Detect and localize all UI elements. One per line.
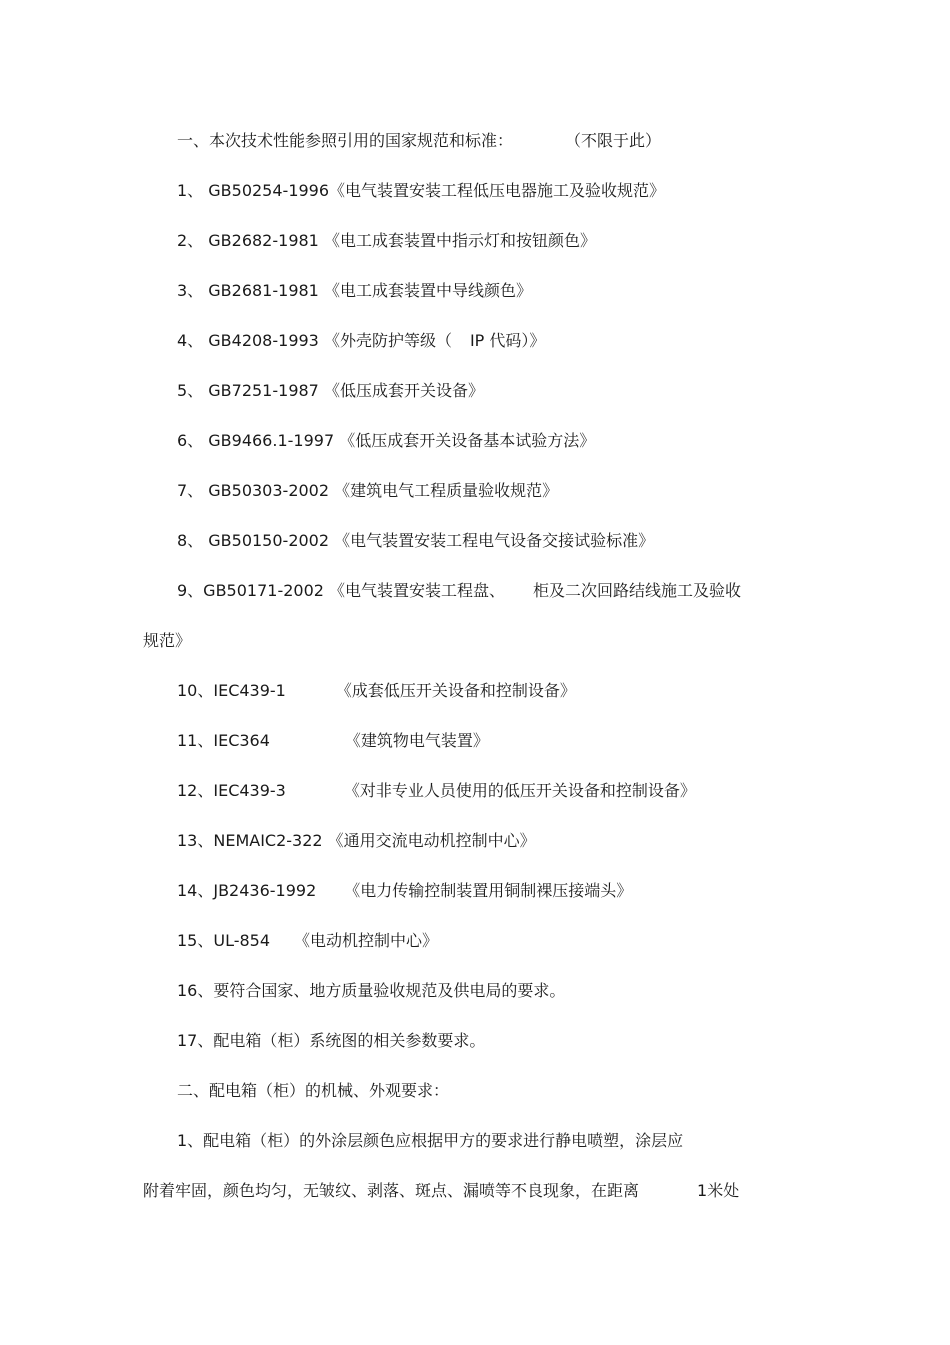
text-segment: 1米处 <box>697 1181 740 1200</box>
text-segment: 《成套低压开关设备和控制设备》 <box>335 681 576 700</box>
text-segment: 11、IEC364 <box>177 731 270 750</box>
text-segment: 7、 GB50303-2002 《建筑电气工程质量验收规范》 <box>177 481 559 500</box>
section-heading-mechanical <box>177 1080 449 1102</box>
text-segment: 15、UL-854 <box>177 931 271 950</box>
standard-item-10 <box>177 680 576 702</box>
text-segment: 二、配电箱（柜）的机械、外观要求： <box>177 1081 450 1100</box>
section-heading-standards <box>177 130 661 152</box>
text-segment: 16、要符合国家、地方质量验收规范及供电局的要求。 <box>177 981 566 1000</box>
standard-item-7 <box>177 480 558 502</box>
text-segment: 《电力传输控制装置用铜制裸压接端头》 <box>344 881 633 900</box>
standard-item-14 <box>177 880 632 902</box>
text-segment: 14、JB2436-1992 <box>177 881 317 900</box>
standard-item-11 <box>177 730 489 752</box>
text-segment: 《建筑物电气装置》 <box>344 731 489 750</box>
standard-item-4 <box>177 330 545 352</box>
text-segment: 13、NEMAIC2-322 《通用交流电动机控制中心》 <box>177 831 536 850</box>
text-segment: 2、 GB2682-1981 《电工成套装置中指示灯和按钮颜色》 <box>177 231 596 250</box>
text-segment: 3、 GB2681-1981 《电工成套装置中导线颜色》 <box>177 281 532 300</box>
text-segment: 8、 GB50150-2002 《电气装置安装工程电气设备交接试验标准》 <box>177 531 655 550</box>
standard-item-15 <box>177 930 438 952</box>
text-segment: 一、本次技术性能参照引用的国家规范和标准： <box>177 131 514 150</box>
standard-item-12 <box>177 780 696 802</box>
standard-item-6 <box>177 430 595 452</box>
standard-item-3 <box>177 280 532 302</box>
standard-item-16 <box>177 980 565 1002</box>
text-segment: 6、 GB9466.1-1997 《低压成套开关设备基本试验方法》 <box>177 431 596 450</box>
standard-item-9 <box>177 580 741 602</box>
text-segment: 9、GB50171-2002 《电气装置安装工程盘、 <box>177 581 506 600</box>
mechanical-item-1-continued <box>143 1180 739 1202</box>
text-segment: 1、 GB50254-1996《电气装置安装工程低压电器施工及验收规范》 <box>177 181 666 200</box>
standard-item-2 <box>177 230 596 252</box>
text-segment: 5、 GB7251-1987 《低压成套开关设备》 <box>177 381 484 400</box>
text-segment: （不限于此） <box>565 131 662 150</box>
text-segment: 1、配电箱（柜）的外涂层颜色应根据甲方的要求进行静电喷塑，涂层应 <box>177 1131 684 1150</box>
text-segment: 附着牢固，颜色均匀，无皱纹、剥落、斑点、漏喷等不良现象，在距离 <box>143 1181 640 1200</box>
standard-item-5 <box>177 380 484 402</box>
text-segment: 柜及二次回路结线施工及验收 <box>533 581 742 600</box>
standard-item-13 <box>177 830 536 852</box>
text-segment: 10、IEC439-1 <box>177 681 286 700</box>
text-segment: 《电动机控制中心》 <box>294 931 439 950</box>
text-segment: 17、配电箱（柜）系统图的相关参数要求。 <box>177 1031 486 1050</box>
mechanical-item-1 <box>177 1130 683 1152</box>
text-segment: IP 代码）》 <box>469 331 546 350</box>
text-segment: 4、 GB4208-1993 《外壳防护等级（ <box>177 331 452 350</box>
standard-item-8 <box>177 530 654 552</box>
standard-item-9-continued <box>143 630 191 652</box>
text-segment: 规范》 <box>143 631 192 650</box>
text-segment: 《对非专业人员使用的低压开关设备和控制设备》 <box>343 781 696 800</box>
standard-item-1 <box>177 180 665 202</box>
standard-item-17 <box>177 1030 485 1052</box>
text-segment: 12、IEC439-3 <box>177 781 286 800</box>
